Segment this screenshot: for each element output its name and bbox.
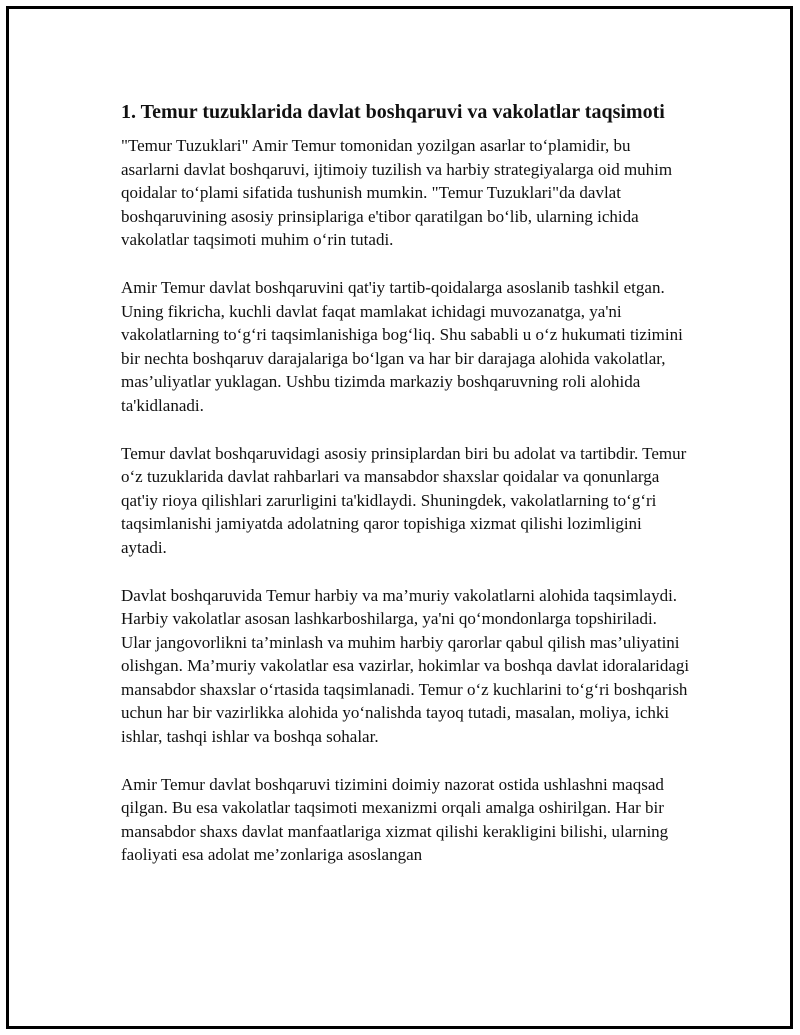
document-body — [121, 99, 691, 891]
paragraph-2: Amir Temur davlat boshqaruvini qat'iy tartib-qoidalarga asoslanib tashkil etgan. Uning fikricha, kuchli davlat faqat mamlakat ichidagi muvozanatga, ya'ni vakolatlarning to‘g‘ri taqsimlanishiga bog‘liq. Shu sababli u o‘z hukumati tizimini bir nechta boshqaruv darajalariga bo‘lgan va har bir darajaga alohida vakolatlar, mas’uliyatlar yuklagan. Ushbu tizimda markaziy boshqaruvning roli alohida ta'kidlanadi. — [121, 277, 683, 415]
page-frame — [6, 6, 793, 1029]
section-heading: 1. Temur tuzuklarida davlat boshqaruvi va vakolatlar taqsimoti — [121, 101, 665, 123]
paragraph-4: Davlat boshqaruvida Temur harbiy va ma’muriy vakolatlarni alohida taqsimlaydi. Harbiy vakolatlar asosan lashkarboshilarga, ya'ni qo‘mondonlarga topshiriladi. Ular jangovorlikni ta’minlash va muhim harbiy qarorlar qabul qilish mas’uliyatini olishgan. Ma’muriy vakolatlar esa vazirlar, hokimlar va boshqa davlat idoralaridagi mansabdor shaxslar o‘rtasida taqsimlanadi. Temur o‘z kuchlarini to‘g‘ri boshqarish uchun har bir vazirlikka alohida yo‘nalishda tayoq tutadi, masalan, moliya, ichki ishlar, tashqi ishlar va boshqa sohalar. — [121, 585, 690, 747]
paragraph-5: Amir Temur davlat boshqaruvi tizimini doimiy nazorat ostida ushlashni maqsad qilgan. Bu esa vakolatlar taqsimoti mexanizmi orqali amalga oshirilgan. Har bir mansabdor shaxs davlat manfaatlariga xizmat qilishi kerakligini bilishi, ularning faoliyati esa adolat me’zonlariga asoslangan — [121, 774, 669, 865]
paragraph-3: Temur davlat boshqaruvidagi asosiy prinsiplardan biri bu adolat va tartibdir. Temur o‘z tuzuklarida davlat rahbarlari va mansabdor shaxslar qoidalar va qonunlarga qat'iy rioya qilishlari zarurligini ta'kidlaydi. Shuningdek, vakolatlarning to‘g‘ri taqsimlanishi jamiyatda adolatning qaror topishiga xizmat qilishi lozimligini aytadi. — [121, 443, 687, 557]
paragraph-1: "Temur Tuzuklari" Amir Temur tomonidan yozilgan asarlar to‘plamidir, bu asarlarni davlat boshqaruvi, ijtimoiy tuzilish va harbiy strategiyalarga oid muhim qoidalar to‘plami sifatida tushunish mumkin. "Temur Tuzuklari"da davlat boshqaruvining asosiy prinsiplariga e'tibor qaratilgan bo‘lib, ularning ichida vakolatlar taqsimoti muhim o‘rin tutadi. — [121, 136, 673, 250]
